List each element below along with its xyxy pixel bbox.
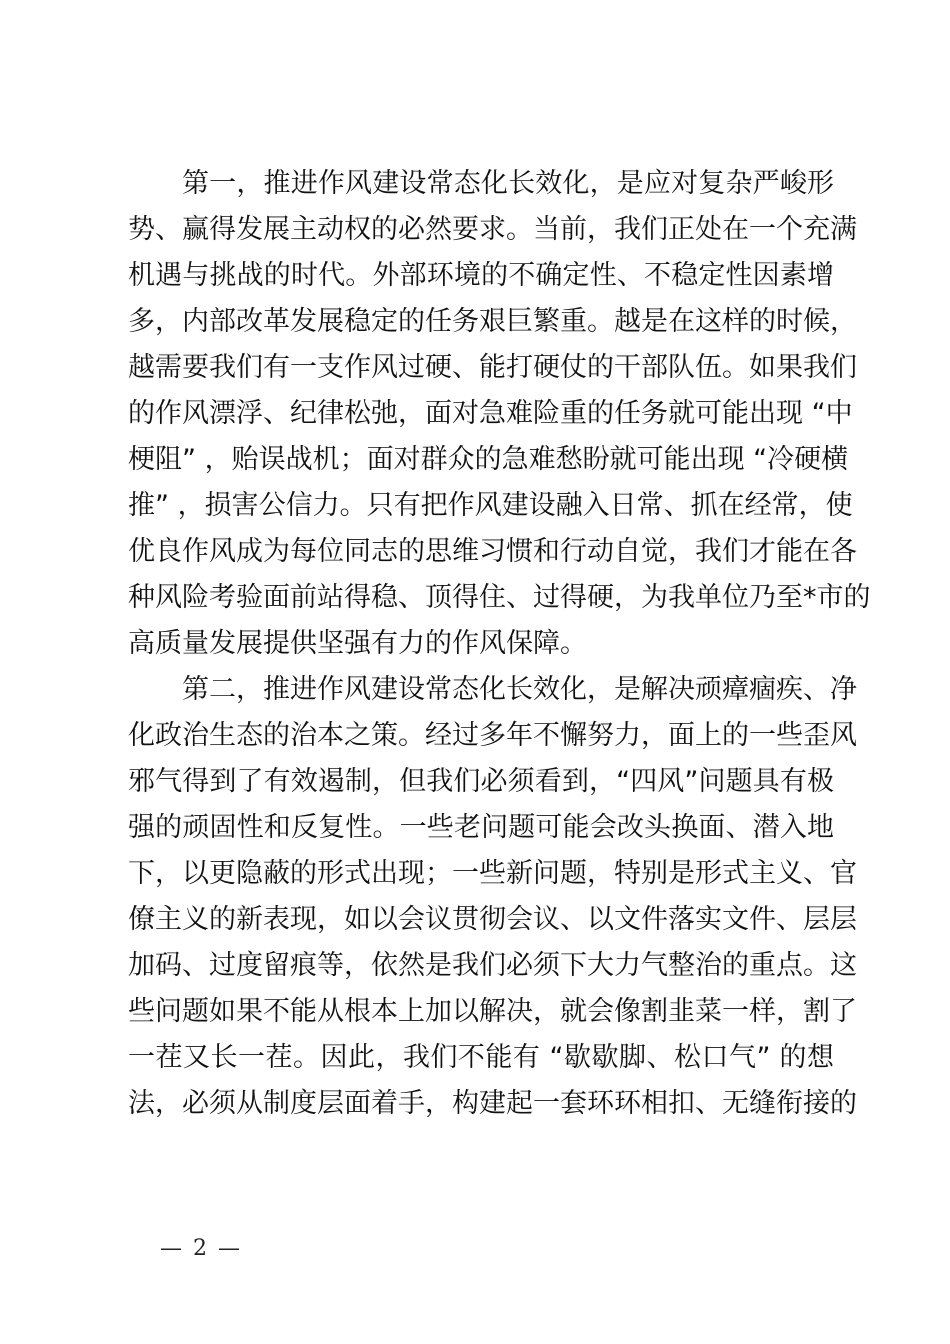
paragraph-1 [128, 161, 871, 667]
text-line: 优良作风成为每位同志的思维习惯和行动自觉，我们才能在各 [128, 536, 857, 567]
paragraph-2 [128, 667, 857, 1127]
text-line: 下，以更隐蔽的形式出现；一些新问题，特别是形式主义、官 [128, 858, 857, 889]
text-line: 第二，推进作风建设常态化长效化，是解决顽瘴痼疾、净 [182, 674, 857, 705]
text-line: 种风险考验面前站得稳、顶得住、过得硬，为我单位乃至*市的 [128, 582, 871, 613]
text-line: 的作风漂浮、纪律松弛，面对急难险重的任务就可能出现 “中 [128, 398, 853, 429]
text-line: 推” ，损害公信力。只有把作风建设融入日常、抓在经常，使 [128, 490, 853, 521]
text-line: 第一，推进作风建设常态化长效化，是应对复杂严峻形 [182, 168, 834, 199]
text-line: 越需要我们有一支作风过硬、能打硬仗的干部队伍。如果我们 [128, 352, 857, 383]
text-line: 一茬又长一茬。因此，我们不能有 “歇歇脚、松口气” 的想 [128, 1042, 834, 1073]
body-text [128, 161, 871, 1127]
text-line: 化政治生态的治本之策。经过多年不懈努力，面上的一些歪风 [128, 720, 857, 751]
text-line: 法，必须从制度层面着手，构建起一套环环相扣、无缝衔接的 [128, 1088, 857, 1119]
text-line: 些问题如果不能从根本上加以解决，就会像割韭菜一样，割了 [128, 996, 857, 1027]
text-line: 僚主义的新表现，如以会议贯彻会议、以文件落实文件、层层 [128, 904, 857, 935]
text-line: 多，内部改革发展稳定的任务艰巨繁重。越是在这样的时候， [128, 306, 857, 337]
text-line: 梗阻” ，贻误战机；面对群众的急难愁盼就可能出现 “冷硬横 [128, 444, 849, 475]
text-line: 加码、过度留痕等，依然是我们必须下大力气整治的重点。这 [128, 950, 857, 981]
text-line: 邪气得到了有效遏制，但我们必须看到，“四风”问题具有极 [128, 766, 834, 797]
text-line: 强的顽固性和反复性。一些老问题可能会改头换面、潜入地 [128, 812, 834, 843]
text-line: 高质量发展提供坚强有力的作风保障。 [128, 628, 587, 659]
text-line: 势、赢得发展主动权的必然要求。当前，我们正处在一个充满 [128, 214, 857, 245]
text-line: 机遇与挑战的时代。外部环境的不确定性、不稳定性因素增 [128, 260, 834, 291]
page-number: — 2 — [160, 1236, 242, 1261]
